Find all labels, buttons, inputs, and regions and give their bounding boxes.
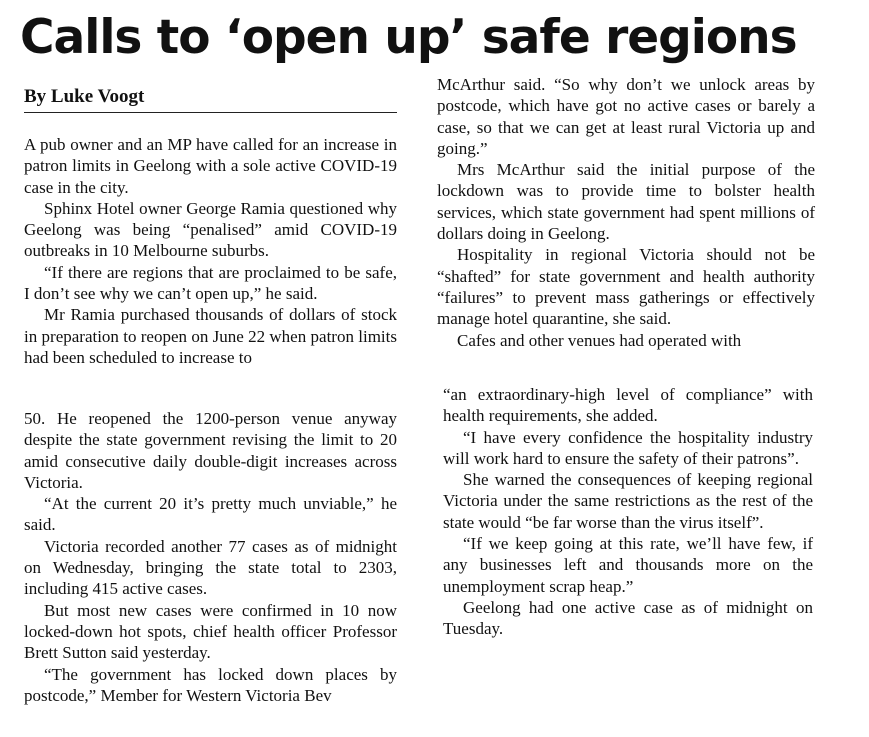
paragraph: Mr Ramia purchased thousands of dollars of stock in preparation to reopen on June 22 when patron limits had been scheduled to increase to — [24, 305, 397, 367]
paragraph: Mrs McArthur said the initial purpose of the lockdown was to provide time to bolster health services, which state government had spent millions of dollars doing in Geelong. — [437, 160, 815, 244]
paragraph: But most new cases were confirmed in 10 now locked-down hot spots, chief health officer Professor Brett Sutton said yesterday. — [24, 600, 397, 663]
article-column-2-top — [437, 74, 815, 351]
paragraph: “an extraordinary-high level of compliance” with health requirements, she added. — [443, 385, 813, 426]
paragraph: “The government has locked down places by postcode,” Member for Western Victoria Bev — [24, 664, 397, 705]
paragraph: Hospitality in regional Victoria should not be “shafted” for state government and health authority “failures” to prevent mass gatherings or effectively manage hotel quarantine, she said. — [437, 245, 815, 329]
article-column-2-bottom — [443, 384, 813, 640]
paragraph: McArthur said. “So why don’t we unlock areas by postcode, which have got no active cases or barely a case, so that we can get at least rural Victoria up and going.” — [437, 75, 815, 158]
headline: Calls to ‘open up’ safe regions — [20, 10, 797, 65]
paragraph: Cafes and other venues had operated with — [457, 330, 742, 350]
article-column-1-top — [24, 134, 397, 368]
paragraph: A pub owner and an MP have called for an increase in patron limits in Geelong with a sole active COVID-19 case in the city. — [24, 135, 397, 197]
paragraph: 50. He reopened the 1200-person venue anyway despite the state government revising the limit to 20 amid consecutive daily double-digit increases across Victoria. — [24, 409, 397, 492]
paragraph: “At the current 20 it’s pretty much unviable,” he said. — [24, 494, 397, 535]
paragraph: “If we keep going at this rate, we’ll have few, if any businesses left and thousands more on the unemployment scrap heap.” — [443, 534, 813, 596]
paragraph: “If there are regions that are proclaimed to be safe, I don’t see why we can’t open up,” he said. — [24, 262, 397, 304]
article-column-1-bottom — [24, 408, 397, 706]
paragraph: Sphinx Hotel owner George Ramia questioned why Geelong was being “penalised” amid COVID-19 outbreaks in 10 Melbourne suburbs. — [24, 198, 397, 261]
paragraph: She warned the consequences of keeping regional Victoria under the same restrictions as the rest of the state would “be far worse than the virus itself”. — [443, 470, 813, 532]
paragraph: “I have every confidence the hospitality industry will work hard to ensure the safety of their patrons”. — [443, 427, 813, 468]
byline: By Luke Voogt — [24, 86, 397, 113]
paragraph: Geelong had one active case as of midnight on Tuesday. — [443, 597, 813, 639]
paragraph: Victoria recorded another 77 cases as of midnight on Wednesday, bringing the state total to 2303, including 415 active cases. — [24, 536, 397, 599]
